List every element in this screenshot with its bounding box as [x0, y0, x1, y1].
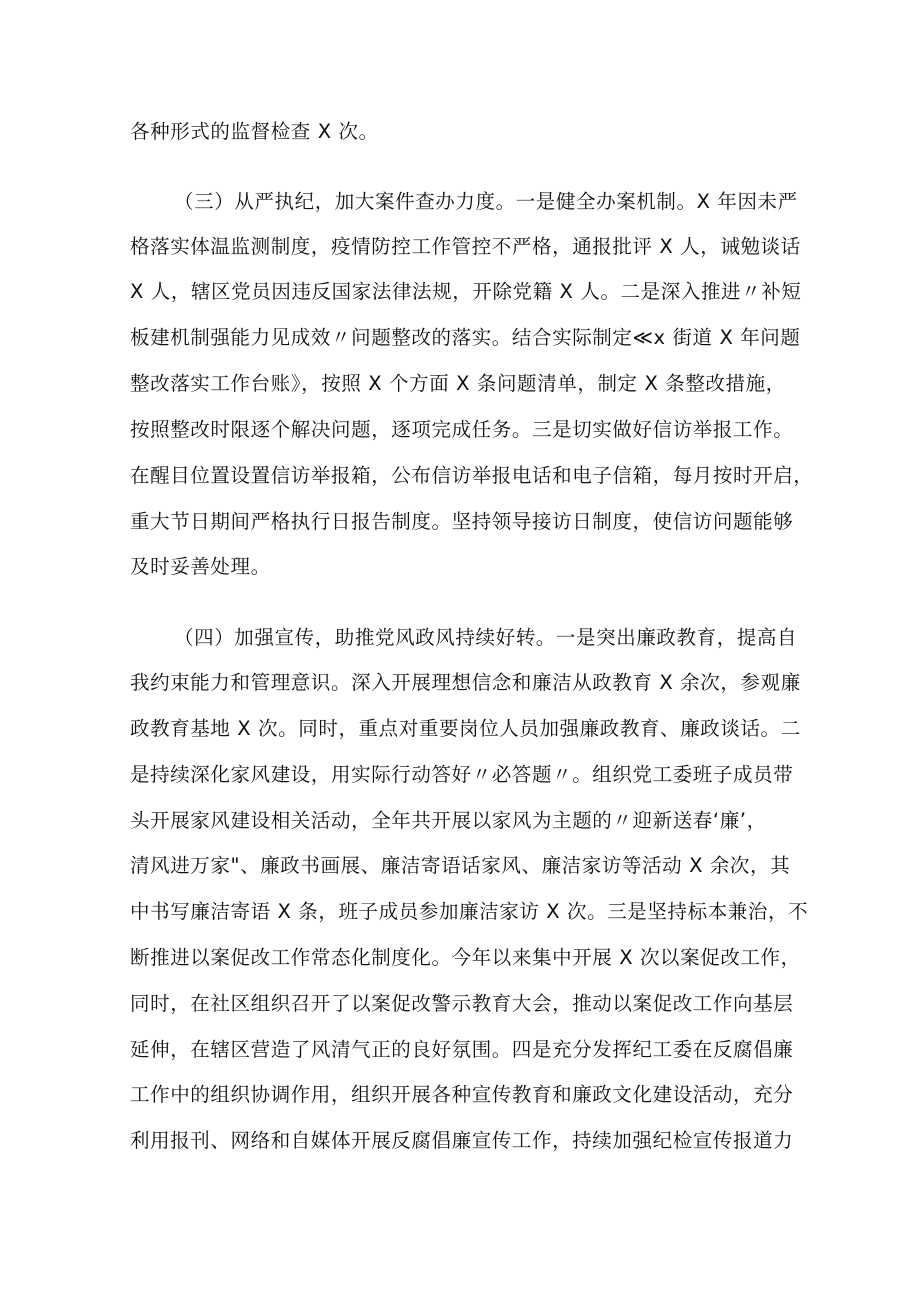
text-line: 清风进万家"、廉政书画展、廉洁寄语话家风、廉洁家访等活动 X 余次，其	[130, 854, 791, 877]
text-line: 政教育基地 X 次。同时，重点对重要岗位人员加强廉政教育、廉政谈话。二	[130, 717, 801, 740]
text-line: 头开展家风建设相关活动，全年共开展以家风为主题的〃迎新送春‘廉’，	[130, 809, 767, 832]
text-line: 断推进以案促改工作常态化制度化。今年以来集中开展 X 次以案促改工作，	[130, 946, 801, 969]
text-line: 在醒目位置设置信访举报箱，公布信访举报电话和电子信箱，每月按时开启，	[130, 464, 814, 487]
text-line: 利用报刊、网络和自媒体开展反腐倡廉宣传工作，持续加强纪检宣传报道力	[130, 1129, 794, 1152]
section-heading-line: （三）从严执纪，加大案件查办力度。一是健全办案机制。X 年因未严	[174, 190, 798, 213]
text-line: X 人，辖区党员因违反国家法律法规，开除党籍 X 人。二是深入推进〃补短	[130, 280, 802, 303]
text-line: 板建机制强能力见成效〃问题整改的落实。结合实际制定≪x 街道 X 年问题	[130, 326, 801, 349]
text-line: 延伸，在辖区营造了风清气正的良好氛围。四是充分发挥纪工委在反腐倡廉	[130, 1038, 794, 1061]
text-line: 是持续深化家风建设，用实际行动答好〃必答题〃。组织党工委班子成员带	[130, 763, 794, 786]
text-line: 中书写廉洁寄语 X 条，班子成员参加廉洁家访 X 次。三是坚持标本兼治，不	[130, 900, 809, 923]
text-line: 同时，在社区组织召开了以案促改警示教育大会，推动以案促改工作向基层	[130, 992, 794, 1015]
text-line: 及时妥善处理。	[130, 555, 271, 578]
text-line: 格落实体温监测制度，疫情防控工作管控不严格，通报批评 X 人，诫勉谈话	[130, 235, 801, 258]
text-line: 各种形式的监督检查 X 次。	[130, 120, 379, 143]
text-line: 整改落实工作台账》，按照 X 个方面 X 条问题清单，制定 X 条整改措施，	[130, 372, 786, 395]
text-line: 我约束能力和管理意识。深入开展理想信念和廉洁从政教育 X 余次，参观廉	[130, 671, 801, 694]
text-line: 按照整改时限逐个解决问题，逐项完成任务。三是切实做好信访举报工作。	[130, 418, 794, 441]
text-line: 工作中的组织协调作用，组织开展各种宣传教育和廉政文化建设活动，充分	[130, 1083, 794, 1106]
text-line: 重大节日期间严格执行日报告制度。坚持领导接访日制度，使信访问题能够	[130, 510, 794, 533]
section-heading-line: （四）加强宣传，助推党风政风持续好转。一是突出廉政教育，提高自	[174, 626, 798, 649]
